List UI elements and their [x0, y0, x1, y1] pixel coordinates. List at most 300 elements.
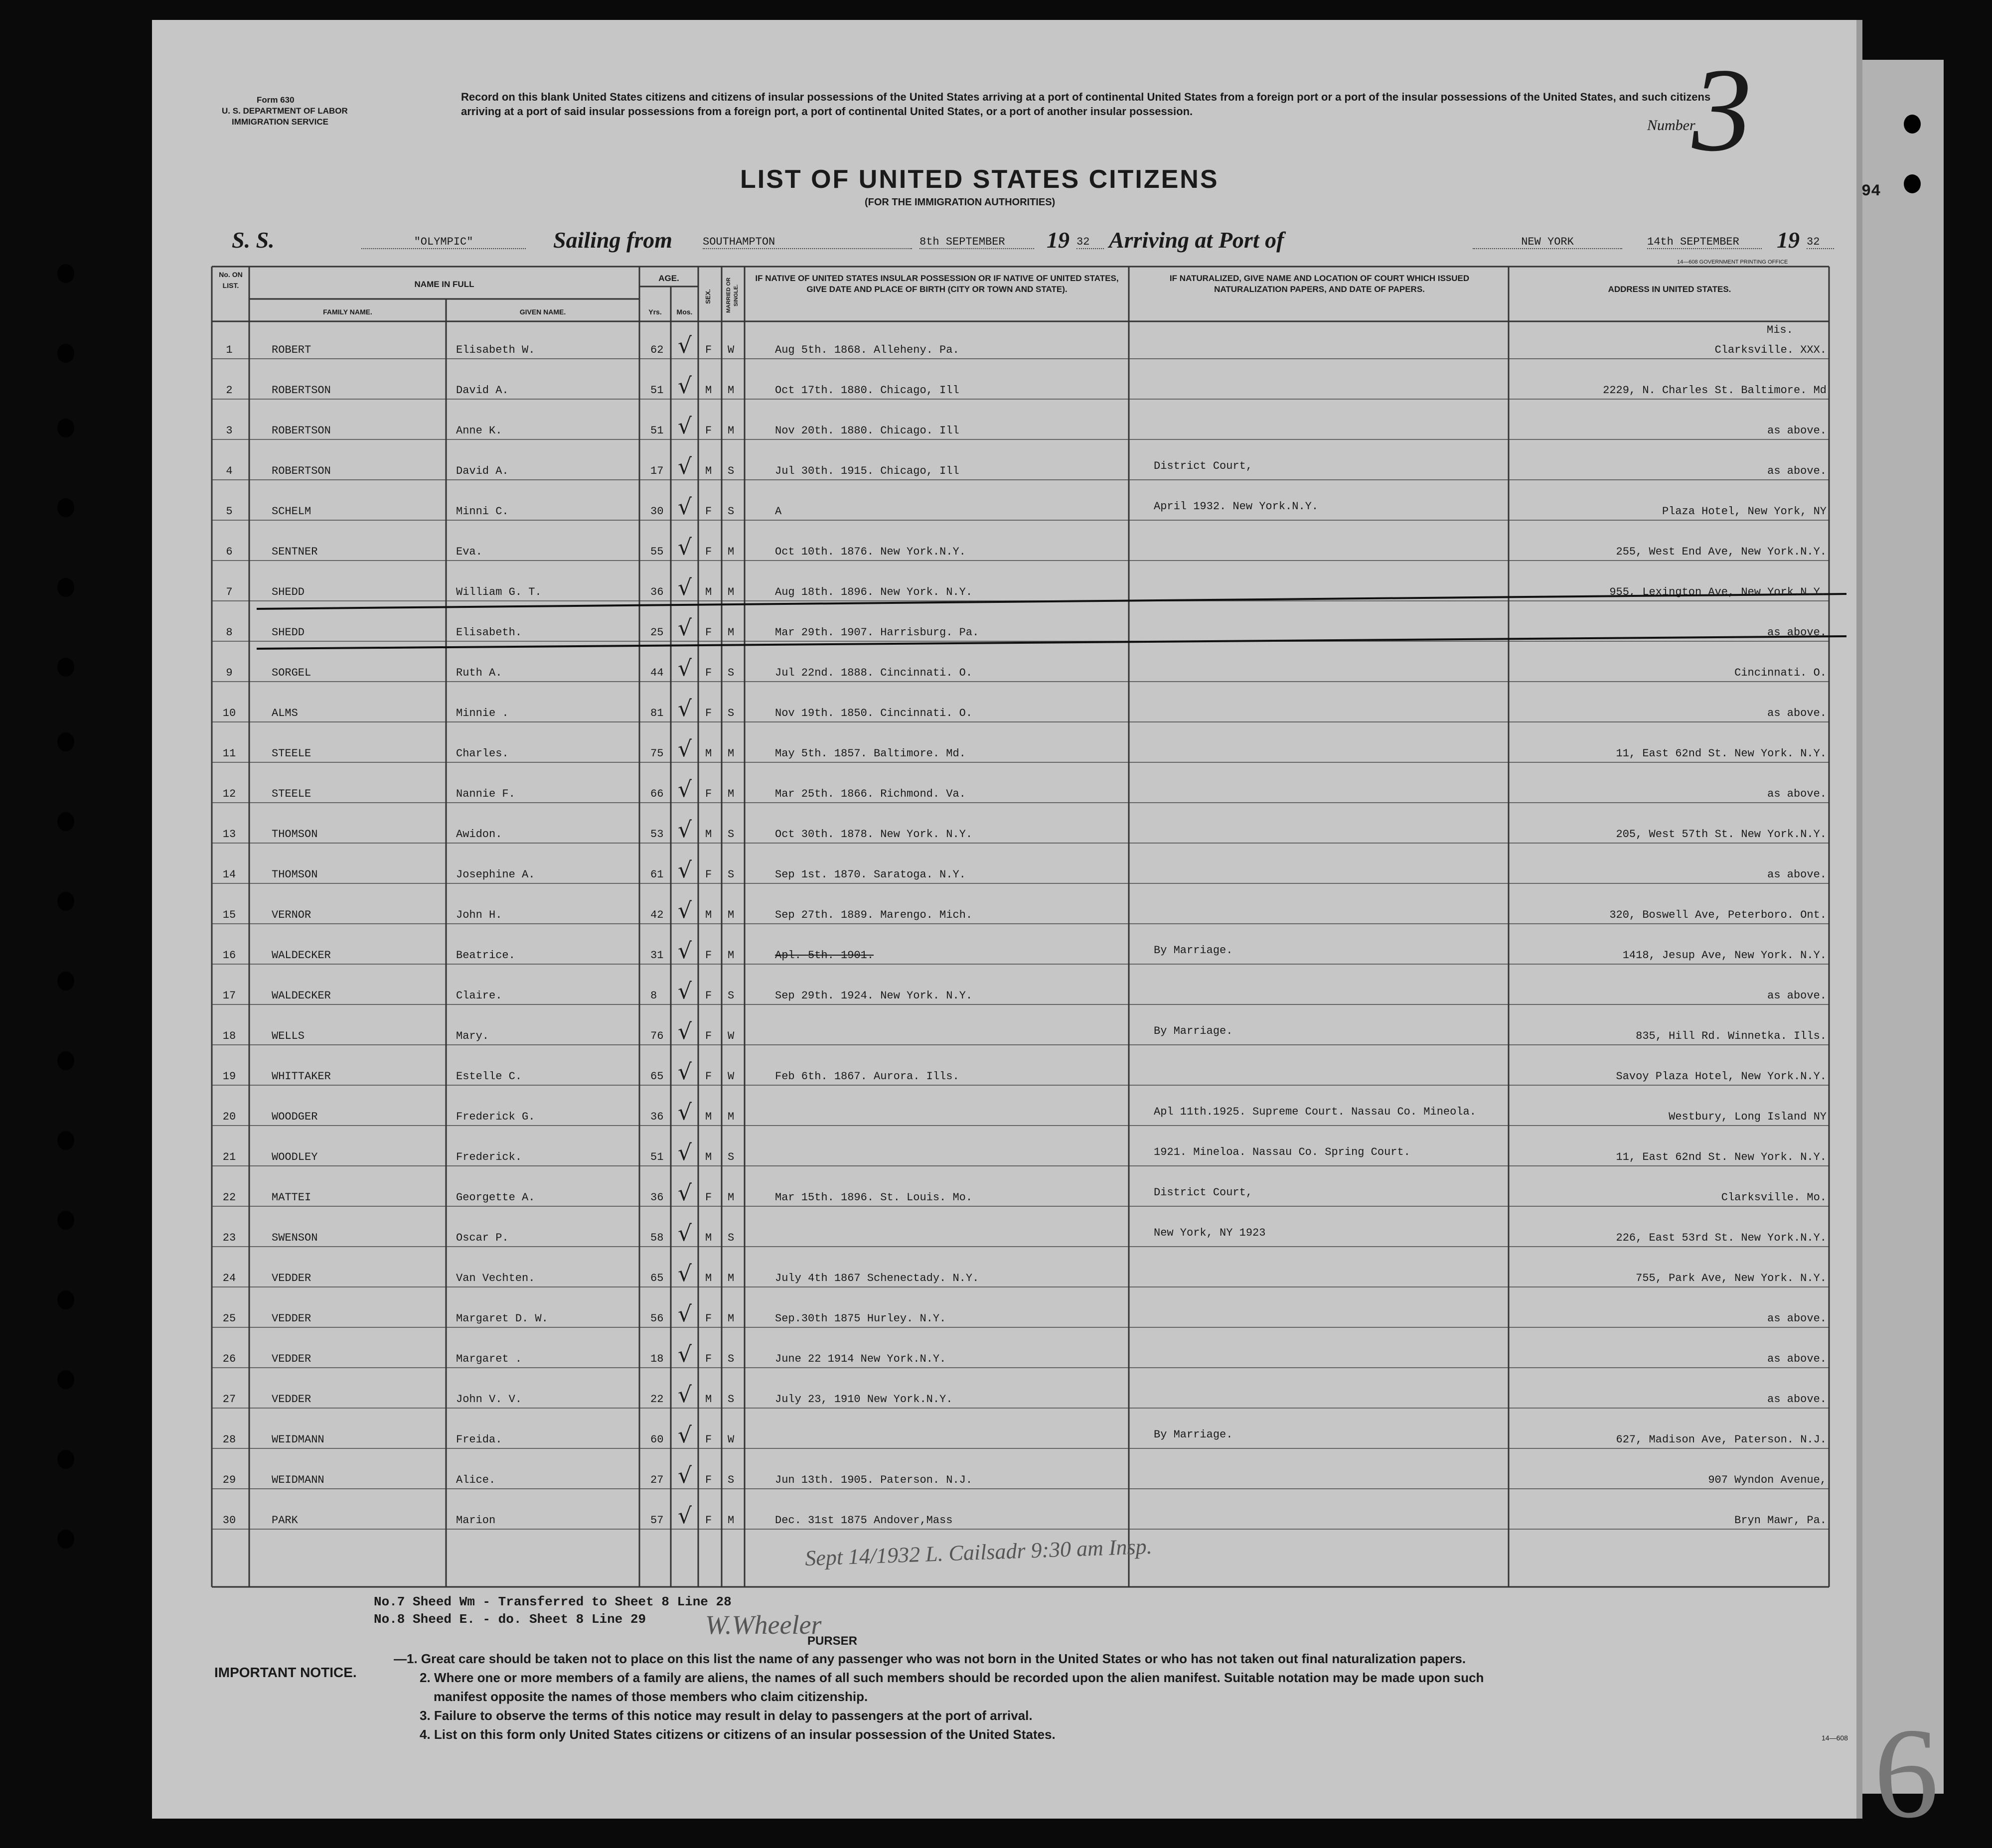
family-name: THOMSON	[272, 868, 318, 881]
notice-label: IMPORTANT NOTICE.	[214, 1665, 357, 1680]
given-name: Elisabeth.	[456, 626, 522, 639]
check-mark-icon: √	[678, 857, 692, 883]
address: as above.	[1767, 707, 1827, 719]
row-number: 23	[222, 1232, 236, 1244]
age-years: 36	[650, 1111, 664, 1123]
sailing-label: Sailing from	[553, 227, 673, 253]
notice-item-1: —1. Great care should be taken not to place on this list the name of any passenger who was not born in the United States or who has not taken out final naturalization papers.	[394, 1651, 1466, 1666]
check-mark-icon: √	[678, 1019, 692, 1044]
family-name: MATTEI	[272, 1191, 311, 1204]
age-years: 65	[650, 1070, 664, 1083]
marital-status: M	[728, 1514, 735, 1527]
naturalization-info: April 1932. New York.N.Y.	[1154, 500, 1319, 513]
address: as above.	[1767, 788, 1827, 800]
address: Westbury, Long Island NY	[1669, 1111, 1827, 1123]
check-mark-icon: √	[678, 1180, 692, 1206]
age-years: 76	[650, 1030, 664, 1042]
family-name: STEELE	[272, 788, 311, 800]
check-mark-icon: √	[678, 1140, 692, 1165]
form-number: Form 630	[257, 95, 295, 105]
check-mark-icon: √	[678, 1059, 692, 1085]
sex: F	[705, 505, 712, 518]
marital-status: S	[728, 707, 735, 719]
given-name: Ruth A.	[456, 667, 502, 679]
sex: F	[705, 1030, 712, 1042]
age-years: 65	[650, 1272, 664, 1284]
address: 2229, N. Charles St. Baltimore. Md	[1603, 384, 1827, 397]
address: 835, Hill Rd. Winnetka. Ills.	[1636, 1030, 1827, 1042]
depart-date: 8th SEPTEMBER	[919, 236, 1034, 249]
given-name: Elisabeth W.	[456, 344, 535, 356]
sex: M	[705, 1232, 712, 1244]
marital-status: S	[728, 505, 735, 518]
notice-item-2: 2. Where one or more members of a family are aliens, the names of all such members should be recorded upon the alien manifest. Suitable notation may be made upon such	[420, 1670, 1484, 1685]
check-mark-icon: √	[678, 979, 692, 1004]
marital-status: W	[728, 1070, 735, 1083]
check-mark-icon: √	[678, 817, 692, 843]
given-name: Alice.	[456, 1474, 496, 1486]
check-mark-icon: √	[678, 777, 692, 802]
birth-info: Aug 18th. 1896. New York. N.Y.	[775, 586, 973, 598]
marital-status: S	[728, 990, 735, 1002]
notice-item-2b: manifest opposite the names of those members who claim citizenship.	[434, 1689, 868, 1704]
row-number: 10	[222, 707, 236, 719]
punch-hole	[57, 1290, 74, 1309]
sex: M	[705, 909, 712, 921]
given-name: Freida.	[456, 1433, 502, 1446]
col-family-name: FAMILY NAME.	[323, 308, 372, 316]
page-stamp: 94	[1861, 182, 1881, 200]
family-name: WEIDMANN	[272, 1474, 324, 1486]
naturalization-info: By Marriage.	[1154, 1428, 1233, 1441]
col-yrs: Yrs.	[648, 308, 662, 316]
family-name: ROBERTSON	[272, 465, 331, 477]
check-mark-icon: √	[678, 656, 692, 681]
form-subtitle: (FOR THE IMMIGRATION AUTHORITIES)	[865, 197, 1056, 208]
given-name: Beatrice.	[456, 949, 515, 962]
check-mark-icon: √	[678, 333, 692, 358]
address: as above.	[1767, 868, 1827, 881]
sex: F	[705, 1514, 712, 1527]
row-number: 29	[222, 1474, 236, 1486]
birth-info: Oct 10th. 1876. New York.N.Y.	[775, 546, 966, 558]
row-number: 11	[222, 747, 236, 760]
birth-info: Sep.30th 1875 Hurley. N.Y.	[775, 1312, 946, 1325]
birth-info: Nov 20th. 1880. Chicago. Ill	[775, 425, 959, 437]
birth-info: Jun 13th. 1905. Paterson. N.J.	[775, 1474, 973, 1486]
birth-info: Oct 17th. 1880. Chicago, Ill	[775, 384, 959, 397]
check-mark-icon: √	[678, 1261, 692, 1286]
sex: M	[705, 1272, 712, 1284]
age-years: 53	[650, 828, 664, 841]
sex: F	[705, 1474, 712, 1486]
row-number: 5	[226, 505, 233, 518]
sex: F	[705, 344, 712, 356]
punch-hole	[57, 1211, 74, 1230]
given-name: Nannie F.	[456, 788, 515, 800]
age-years: 60	[650, 1433, 664, 1446]
inspector-note: Sept 14/1932 L. Cailsadr 9:30 am Insp.	[804, 1534, 1153, 1571]
given-name: Margaret D. W.	[456, 1312, 548, 1325]
marital-status: M	[728, 949, 735, 962]
given-name: Margaret .	[456, 1353, 522, 1365]
punch-hole	[57, 498, 74, 517]
sex: F	[705, 667, 712, 679]
marital-status: W	[728, 1433, 735, 1446]
address: 226, East 53rd St. New York.N.Y.	[1616, 1232, 1827, 1244]
birth-info: June 22 1914 New York.N.Y.	[775, 1353, 946, 1365]
family-name: WALDECKER	[272, 990, 331, 1002]
family-name: THOMSON	[272, 828, 318, 841]
address: Bryn Mawr, Pa.	[1734, 1514, 1827, 1527]
number-label: Number	[1647, 117, 1695, 134]
row-number: 20	[222, 1111, 236, 1123]
check-mark-icon: √	[678, 938, 692, 964]
given-name: William G. T.	[456, 586, 542, 598]
sex: M	[705, 384, 712, 397]
family-name: VEDDER	[272, 1353, 311, 1365]
instructions: Record on this blank United States citizens and citizens of insular possessions of the United States arriving at a port of continental United States from a foreign port or a port of the insular possessions of the United States, and such citizens arriving at a port of said insular possessions from a foreign port, a port of continental United States, or a port of another insular possession.	[461, 91, 1711, 118]
given-name: John V. V.	[456, 1393, 522, 1406]
punch-hole	[57, 732, 74, 751]
birth-info: July 4th 1867 Schenectady. N.Y.	[775, 1272, 979, 1284]
row-number: 4	[226, 465, 233, 477]
family-name: WALDECKER	[272, 949, 331, 962]
marital-status: M	[728, 909, 735, 921]
check-mark-icon: √	[678, 1342, 692, 1367]
birth-info: Nov 19th. 1850. Cincinnati. O.	[775, 707, 973, 719]
birth-info: Mar 15th. 1896. St. Louis. Mo.	[775, 1191, 973, 1204]
from-port: SOUTHAMPTON	[703, 236, 912, 249]
col-name-in-full: NAME IN FULL	[414, 280, 474, 289]
naturalization-info: By Marriage.	[1154, 1025, 1233, 1037]
address: 627, Madison Ave, Paterson. N.J.	[1616, 1433, 1827, 1446]
marital-status: W	[728, 1030, 735, 1042]
col-birth: IF NATIVE OF UNITED STATES INSULAR POSSESSION OR IF NATIVE OF UNITED STATES, GIVE DATE AND PLACE OF BIRTH (CITY OR TOWN AND STATE).	[755, 274, 1119, 294]
address: as above.	[1767, 1353, 1827, 1365]
row-number: 15	[222, 909, 236, 921]
marital-status: M	[728, 425, 735, 437]
age-years: 42	[650, 909, 664, 921]
age-years: 51	[650, 1151, 664, 1163]
family-name: VEDDER	[272, 1272, 311, 1284]
family-name: ROBERT	[272, 344, 311, 356]
col-sex: SEX.	[704, 289, 712, 304]
naturalization-info: District Court,	[1154, 460, 1253, 472]
sex: M	[705, 1393, 712, 1406]
family-name: WHITTAKER	[272, 1070, 331, 1083]
year-label: 19	[1047, 227, 1070, 253]
address: 11, East 62nd St. New York. N.Y.	[1616, 1151, 1827, 1163]
age-years: 30	[650, 505, 664, 518]
age-years: 57	[650, 1514, 664, 1527]
check-mark-icon: √	[678, 373, 692, 399]
family-name: VEDDER	[272, 1393, 311, 1406]
birth-info: Dec. 31st 1875 Andover,Mass	[775, 1514, 953, 1527]
naturalization-info: New York, NY 1923	[1154, 1227, 1266, 1239]
punch-hole	[57, 419, 74, 437]
family-name: ALMS	[272, 707, 298, 719]
address: Cincinnati. O.	[1734, 667, 1827, 679]
sex: F	[705, 1312, 712, 1325]
address: 205, West 57th St. New York.N.Y.	[1616, 828, 1827, 841]
check-mark-icon: √	[678, 454, 692, 479]
age-years: 36	[650, 1191, 664, 1204]
check-mark-icon: √	[678, 1100, 692, 1125]
marital-status: M	[728, 384, 735, 397]
given-name: Frederick G.	[456, 1111, 535, 1123]
address: 755, Park Ave, New York. N.Y.	[1636, 1272, 1827, 1284]
check-mark-icon: √	[678, 1221, 692, 1246]
punch-hole	[57, 1131, 74, 1150]
given-name: Minnie .	[456, 707, 509, 719]
family-name: WOODGER	[272, 1111, 318, 1123]
family-name: STEELE	[272, 747, 311, 760]
birth-info: Sep 27th. 1889. Marengo. Mich.	[775, 909, 973, 921]
sex: F	[705, 1433, 712, 1446]
sex: F	[705, 707, 712, 719]
punch-hole	[57, 892, 74, 911]
birth-info: May 5th. 1857. Baltimore. Md.	[775, 747, 966, 760]
sex: F	[705, 425, 712, 437]
punch-hole	[1904, 174, 1921, 193]
address: 11, East 62nd St. New York. N.Y.	[1616, 747, 1827, 760]
notice-item-3: 3. Failure to observe the terms of this notice may result in delay to passengers at the port of arrival.	[420, 1708, 1033, 1723]
age-years: 66	[650, 788, 664, 800]
given-name: Marion	[456, 1514, 496, 1527]
given-name: David A.	[456, 465, 509, 477]
check-mark-icon: √	[678, 615, 692, 641]
given-name: Frederick.	[456, 1151, 522, 1163]
given-name: Van Vechten.	[456, 1272, 535, 1284]
marital-status: M	[728, 747, 735, 760]
age-years: 75	[650, 747, 664, 760]
family-name: WEIDMANN	[272, 1433, 324, 1446]
address: 255, West End Ave, New York.N.Y.	[1616, 546, 1827, 558]
department: U. S. DEPARTMENT OF LABOR	[222, 106, 348, 116]
address: as above.	[1767, 425, 1827, 437]
sex: M	[705, 828, 712, 841]
number-value: 3	[1692, 43, 1752, 176]
birth-info: Jul 30th. 1915. Chicago, Ill	[775, 465, 959, 477]
notice-code: 14—608	[1822, 1734, 1848, 1742]
age-years: 55	[650, 546, 664, 558]
check-mark-icon: √	[678, 494, 692, 520]
birth-info: Feb 6th. 1867. Aurora. Ills.	[775, 1070, 959, 1083]
sex: F	[705, 788, 712, 800]
address: Plaza Hotel, New York, NY	[1662, 505, 1827, 518]
ship-name: "OLYMPIC"	[361, 236, 526, 249]
punch-hole	[57, 1530, 74, 1549]
birth-info: Sep 29th. 1924. New York. N.Y.	[775, 990, 973, 1002]
transfer-note-2: No.8 Sheed E. - do. Sheet 8 Line 29	[374, 1612, 646, 1627]
birth-info: Mar 29th. 1907. Harrisburg. Pa.	[775, 626, 979, 639]
address: as above.	[1767, 1393, 1827, 1406]
family-name: SENTNER	[272, 546, 318, 558]
family-name: SORGEL	[272, 667, 311, 679]
given-name: Anne K.	[456, 425, 502, 437]
marital-status: M	[728, 626, 735, 639]
birth-info: Oct 30th. 1878. New York. N.Y.	[775, 828, 973, 841]
age-years: 27	[650, 1474, 664, 1486]
check-mark-icon: √	[678, 575, 692, 600]
sex: F	[705, 949, 712, 962]
citizen-list-form	[152, 20, 1881, 1819]
punch-hole	[57, 264, 74, 283]
age-years: 36	[650, 586, 664, 598]
punch-hole	[57, 578, 74, 597]
given-name: Georgette A.	[456, 1191, 535, 1204]
row-number: 30	[222, 1514, 236, 1527]
row-number: 12	[222, 788, 236, 800]
age-years: 44	[650, 667, 664, 679]
family-name: PARK	[272, 1514, 298, 1527]
marital-status: W	[728, 344, 735, 356]
row-number: 26	[222, 1353, 236, 1365]
marital-status: S	[728, 1353, 735, 1365]
sex: M	[705, 465, 712, 477]
margin-mark: 6	[1874, 1702, 1939, 1845]
marital-status: S	[728, 1151, 735, 1163]
naturalization-info: By Marriage.	[1154, 944, 1233, 957]
family-name: WOODLEY	[272, 1151, 318, 1163]
purser-signature: W.Wheeler	[705, 1610, 822, 1640]
given-name: David A.	[456, 384, 509, 397]
row-number: 27	[222, 1393, 236, 1406]
given-name: Oscar P.	[456, 1232, 509, 1244]
sex: M	[705, 747, 712, 760]
age-years: 51	[650, 384, 664, 397]
punch-hole	[57, 658, 74, 677]
sex: M	[705, 1111, 712, 1123]
sex: F	[705, 626, 712, 639]
given-name: John H.	[456, 909, 502, 921]
age-years: 51	[650, 425, 664, 437]
naturalization-info: District Court,	[1154, 1186, 1253, 1199]
check-mark-icon: √	[678, 736, 692, 762]
birth-info: Mar 25th. 1866. Richmond. Va.	[775, 788, 966, 800]
year-label-2: 19	[1777, 227, 1800, 253]
row-number: 17	[222, 990, 236, 1002]
address: 320, Boswell Ave, Peterboro. Ont.	[1609, 909, 1827, 921]
address: 1418, Jesup Ave, New York. N.Y.	[1622, 949, 1827, 962]
sex: M	[705, 1151, 712, 1163]
sex: F	[705, 1191, 712, 1204]
row-number: 1	[226, 344, 233, 356]
age-years: 56	[650, 1312, 664, 1325]
age-years: 81	[650, 707, 664, 719]
arrive-year: 32	[1807, 236, 1834, 249]
form-title: LIST OF UNITED STATES CITIZENS	[740, 165, 1219, 194]
punch-hole	[57, 1370, 74, 1389]
marital-status: M	[728, 1191, 735, 1204]
birth-info: July 23, 1910 New York.N.Y.	[775, 1393, 953, 1406]
printer-mark: 14—608 GOVERNMENT PRINTING OFFICE	[1677, 259, 1788, 265]
given-name: Minni C.	[456, 505, 509, 518]
service: IMMIGRATION SERVICE	[232, 117, 328, 127]
address: Clarksville. XXX.	[1714, 344, 1827, 356]
address: as above.	[1767, 465, 1827, 477]
marital-status: S	[728, 868, 735, 881]
family-name: SWENSON	[272, 1232, 318, 1244]
birth-info: Aug 5th. 1868. Alleheny. Pa.	[775, 344, 959, 356]
col-married: MARRIED OR SINGLE.	[726, 278, 739, 313]
naturalization-info: Apl 11th.1925. Supreme Court. Nassau Co. Mineola.	[1154, 1106, 1476, 1118]
row-number: 8	[226, 626, 233, 639]
address: Clarksville. Mo.	[1721, 1191, 1827, 1204]
sex: F	[705, 868, 712, 881]
check-mark-icon: √	[678, 1503, 692, 1529]
birth-info: A	[775, 505, 782, 518]
depart-year: 32	[1076, 236, 1104, 249]
address: as above.	[1767, 626, 1827, 639]
sex: F	[705, 1070, 712, 1083]
punch-hole	[57, 972, 74, 991]
row-number: 7	[226, 586, 233, 598]
given-name: Claire.	[456, 990, 502, 1002]
given-name: Josephine A.	[456, 868, 535, 881]
marital-status: M	[728, 1111, 735, 1123]
row-number: 21	[222, 1151, 236, 1163]
marital-status: S	[728, 465, 735, 477]
marital-status: M	[728, 1272, 735, 1284]
given-name: Awidon.	[456, 828, 502, 841]
naturalization-info: 1921. Mineloa. Nassau Co. Spring Court.	[1154, 1146, 1410, 1158]
punch-hole	[1904, 115, 1921, 134]
row-number: 25	[222, 1312, 236, 1325]
age-years: 8	[650, 990, 657, 1002]
check-mark-icon: √	[678, 1422, 692, 1448]
row-number: 16	[222, 949, 236, 962]
arrive-date: 14th SEPTEMBER	[1647, 236, 1762, 249]
check-mark-icon: √	[678, 1382, 692, 1408]
document-sheet	[152, 20, 1881, 1819]
family-name: VEDDER	[272, 1312, 311, 1325]
address-extra: Mis.	[1767, 324, 1793, 336]
age-years: 62	[650, 344, 664, 356]
transfer-note-1: No.7 Sheed Wm - Transferred to Sheet 8 Line 28	[374, 1594, 732, 1609]
marital-status: S	[728, 1474, 735, 1486]
col-given-name: GIVEN NAME.	[519, 308, 566, 316]
sex: M	[705, 586, 712, 598]
birth-info: Jul 22nd. 1888. Cincinnati. O.	[775, 667, 973, 679]
address: Savoy Plaza Hotel, New York.N.Y.	[1616, 1070, 1827, 1083]
col-age: AGE.	[658, 274, 679, 283]
sex: F	[705, 546, 712, 558]
check-mark-icon: √	[678, 1301, 692, 1327]
punch-hole	[57, 1450, 74, 1469]
family-name: ROBERTSON	[272, 425, 331, 437]
given-name: Eva.	[456, 546, 482, 558]
to-port: NEW YORK	[1473, 236, 1622, 249]
check-mark-icon: √	[678, 535, 692, 560]
marital-status: S	[728, 828, 735, 841]
row-number: 24	[222, 1272, 236, 1284]
row-number: 9	[226, 667, 233, 679]
age-years: 61	[650, 868, 664, 881]
row-number: 19	[222, 1070, 236, 1083]
check-mark-icon: √	[678, 696, 692, 721]
family-name: SHEDD	[272, 626, 305, 639]
row-number: 3	[226, 425, 233, 437]
marital-status: S	[728, 1393, 735, 1406]
arriving-label: Arriving at Port of	[1109, 227, 1284, 253]
row-number: 28	[222, 1433, 236, 1446]
family-name: SHEDD	[272, 586, 305, 598]
marital-status: M	[728, 1312, 735, 1325]
sex: F	[705, 1353, 712, 1365]
family-name: WELLS	[272, 1030, 305, 1042]
